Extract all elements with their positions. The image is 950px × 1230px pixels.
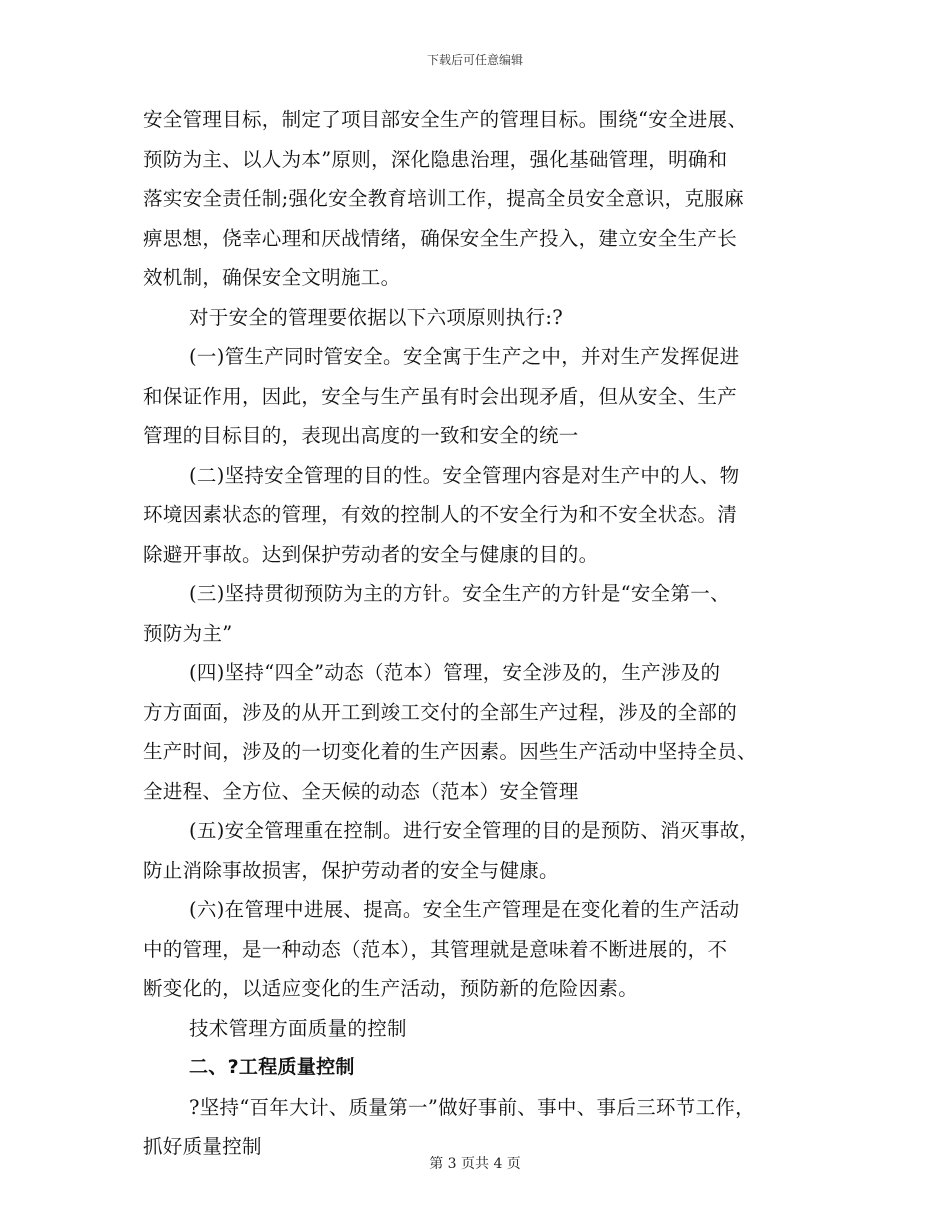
subsection-title: 技术管理方面质量的控制 xyxy=(189,1016,407,1040)
paragraph-start: ?坚持“百年大计、质量第一”做好事前、事中、事后三环节工作， xyxy=(189,1095,755,1119)
body-line: 方方面面，涉及的从开工到竣工交付的全部生产过程，涉及的全部的 xyxy=(143,700,738,724)
body-line: 和保证作用，因此，安全与生产虽有时会出现矛盾，但从安全、生产 xyxy=(143,384,738,408)
body-line: 中的管理，是一种动态（范本），其管理就是意味着不断进展的，不 xyxy=(143,937,728,961)
principle-2-start: (二)坚持安全管理的目的性。安全管理内容是对生产中的人、物 xyxy=(189,463,740,487)
body-line: 抓好质量控制 xyxy=(143,1135,262,1158)
body-line: 安全管理目标，制定了项目部安全生产的管理目标。围绕“安全进展、 xyxy=(143,108,748,131)
body-line: 管理的目标目的，表现出高度的一致和安全的统一 xyxy=(143,424,579,447)
document-body xyxy=(143,100,815,1167)
principle-3-start: (三)坚持贯彻预防为主的方针。安全生产的方针是“安全第一、 xyxy=(189,582,730,605)
principle-6-start: (六)在管理中进展、提高。安全生产管理是在变化着的生产活动 xyxy=(189,898,740,921)
section-heading: 二、?工程质量控制 xyxy=(189,1056,355,1078)
principle-5-start: (五)安全管理重在控制。进行安全管理的目的是预防、消灭事故， xyxy=(189,819,760,842)
body-line: 预防为主” xyxy=(143,621,233,645)
paragraph-start: 对于安全的管理要依据以下六项原则执行:? xyxy=(189,305,564,329)
body-line: 效机制，确保安全文明施工。 xyxy=(143,266,401,289)
body-line: 断变化的，以适应变化的生产活动，预防新的危险因素。 xyxy=(143,977,639,1000)
body-line: 全进程、全方位、全天候的动态（范本）安全管理 xyxy=(143,779,579,803)
body-line: 生产时间，涉及的一切变化着的生产因素。因些生产活动中坚持全员、 xyxy=(143,740,757,763)
body-line: 环境因素状态的管理，有效的控制人的不安全行为和不安全状态。清 xyxy=(143,503,738,526)
body-line: 防止消除事故损害，保护劳动者的安全与健康。 xyxy=(143,858,559,882)
body-line: 痹思想，侥幸心理和厌战情绪，确保安全生产投入，建立安全生产长 xyxy=(143,226,738,250)
principle-4-start: (四)坚持“四全”动态（范本）管理，安全涉及的，生产涉及的 xyxy=(189,661,721,684)
page-header: 下载后可任意编辑 xyxy=(426,53,523,67)
body-line: 预防为主、以人为本”原则，深化隐患治理，强化基础管理，明确和 xyxy=(143,147,728,171)
body-line: 落实安全责任制;强化安全教育培训工作，提高全员安全意识，克服麻 xyxy=(143,187,744,210)
page-footer: 第 3 页共 4 页 xyxy=(429,1156,521,1172)
principle-1-start: (一)管生产同时管安全。安全寓于生产之中，并对生产发挥促进 xyxy=(189,345,740,368)
body-line: 除避开事故。达到保护劳动者的安全与健康的目的。 xyxy=(143,542,599,566)
